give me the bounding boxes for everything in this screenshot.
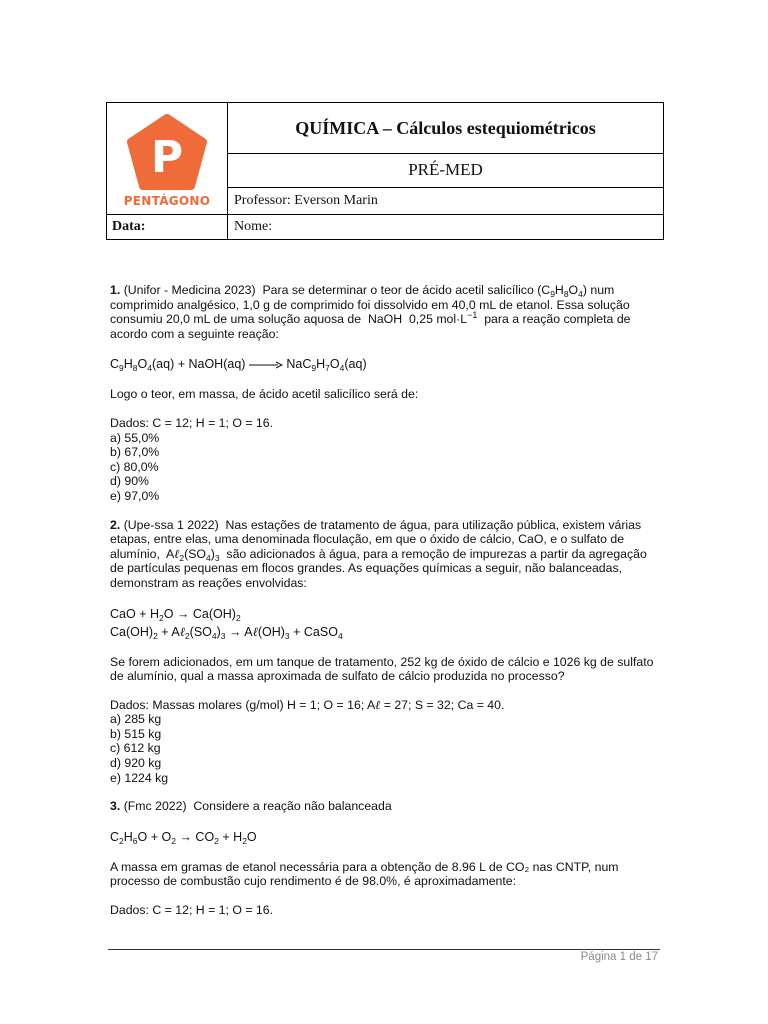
equation-1: CaO + $H_2O \to Ca(OH)_2$ — [110, 606, 241, 623]
question-data: Dados: C = 12; H = 1; O = 16. — [110, 415, 274, 430]
question-data: Dados: Massas molares (g/mol) H = 1; O = 16; Aℓ = 27; S = 32; Ca = 40. — [110, 697, 505, 712]
option-e: e) 97,0% — [110, 488, 160, 503]
option-b: b) 515 kg — [110, 726, 162, 741]
page-number: Página 1 de 17 — [580, 951, 658, 963]
question-source: (Unifor - Medicina 2023) — [123, 283, 256, 297]
question-number: 1. — [110, 283, 121, 297]
naoh-formula: NaOH — [367, 312, 403, 327]
equation-combustion: $C_2H_6O + O_2 \to CO_2 + H_2O$ — [110, 829, 257, 846]
option-d: d) 920 kg — [110, 756, 162, 771]
option-c: c) 612 kg — [110, 741, 161, 756]
option-c: c) 80,0% — [110, 459, 159, 474]
question-prompt: Se forem adicionados, em um tanque de tratamento, 252 kg de óxido de cálcio e 1026 kg de sulfato de alumínio, qual a massa aproximada de sulfato de cálcio produzida no processo? — [110, 654, 654, 684]
question-source: (Upe-ssa 1 2022) — [123, 517, 219, 532]
reaction-equation: $C_9H_8O_4(aq)$ + NaOH(aq) $NaC_9H_7O_4(aq)$ — [110, 357, 367, 374]
question-source: (Fmc 2022) — [123, 799, 187, 814]
question-number: 3. — [110, 799, 121, 814]
footer-divider — [108, 949, 660, 950]
option-e: e) 1224 kg — [110, 770, 169, 785]
header-table — [106, 102, 664, 240]
name-label: Nome: — [228, 214, 664, 239]
page-title: QUÍMICA – Cálculos estequiométricos — [228, 103, 664, 154]
reaction-arrow-icon — [249, 361, 283, 369]
option-d: d) 90% — [110, 474, 149, 489]
question-prompt: Logo o teor, em massa, de ácido acetil salicílico será de: — [110, 387, 419, 402]
question-prompt: A massa em gramas de etanol necessária para a obtenção de 8.96 L de CO₂ nas CNTP, num processo de combustão cujo rendimento é de 98.0%, é aproximadamente: — [110, 859, 619, 889]
option-a: a) 285 kg — [110, 712, 162, 727]
question-1: 1. (Unifor - Medicina 2023) Para se determinar o teor de ácido acetil salicílico $(C_9H_8O_4)$ num comprimido analgésico, 1,0 g de comprimido foi dissolvido em 40,0 mL de etanol. Essa solução consumiu 20,0 mL de uma solução aquosa de NaOH 0,25 $mol\cdot L^{-1}$ para a reação completa de acordo com a seguinte reação: $C_9H_8O_4(aq)$ + NaOH(aq) $NaC_9H_7O_4(aq)$ Logo o teor, em massa, de ácido acetil salicílico será de: Dados: C = 12; H = 1; O = 16. a) 55,0% b) 67,0% c) 80,0% d) 90% e) 97,0% — [110, 283, 660, 504]
questions — [110, 283, 660, 918]
professor-label: Professor: Everson Marin — [228, 187, 664, 214]
question-3: 3. (Fmc 2022) Considere a reação não balanceada $C_2H_6O + O_2 \to CO_2 + H_2O$ A massa em gramas de etanol necessária para a obtenção de 8.96 L de CO₂ nas CNTP, num processo de combustão cujo rendimento é de 98.0%, é aproximadamente: Dados: C = 12; H = 1; O = 16. — [110, 799, 660, 917]
logo-text: PENTÁGONO — [123, 194, 211, 209]
question-2: 2. (Upe-ssa 1 2022) Nas estações de tratamento de água, para utilização pública, existem várias etapas, entre elas, uma denominada floculação, em que o óxido de cálcio, CaO, e o sulfato de alumínio, $A\ell_2(SO_4)_3$ são adicionados à água, para a remoção de impurezas a partir da agregação de partículas pequenas em flocos grandes. As equações químicas a seguir, não balanceadas, demonstram as reações envolvidas: CaO + $H_2O \to Ca(OH)_2$ $Ca(OH)_2$ + $A\ell_2(SO_4)_3$ → $A\ell(OH)_3$ + CaSO$_4$ Se forem adicionados, em um tanque de tratamento, 252 kg de óxido de cálcio e 1026 kg de sulfato de alumínio, qual a massa aproximada de sulfato de cálcio produzida no processo? Dados: Massas molares (g/mol) H = 1; O = 16; Aℓ = 27; S = 32; Ca = 40. a) 285 kg b) 515 kg c) 612 kg d) 920 kg e) 1224 kg — [110, 518, 660, 786]
page-subtitle: PRÉ-MED — [228, 154, 664, 187]
option-a: a) 55,0% — [110, 430, 160, 445]
question-data: Dados: C = 12; H = 1; O = 16. — [110, 903, 274, 918]
date-label: Data: — [107, 214, 228, 239]
option-b: b) 67,0% — [110, 445, 160, 460]
equation-2: $Ca(OH)_2$ + $A\ell_2(SO_4)_3$ → $A\ell(OH)_3$ + CaSO$_4$ — [110, 624, 343, 641]
logo-cell — [107, 103, 228, 215]
pentagon-logo-icon — [125, 114, 209, 192]
question-number: 2. — [110, 517, 121, 532]
logo-letter: P — [150, 132, 184, 184]
